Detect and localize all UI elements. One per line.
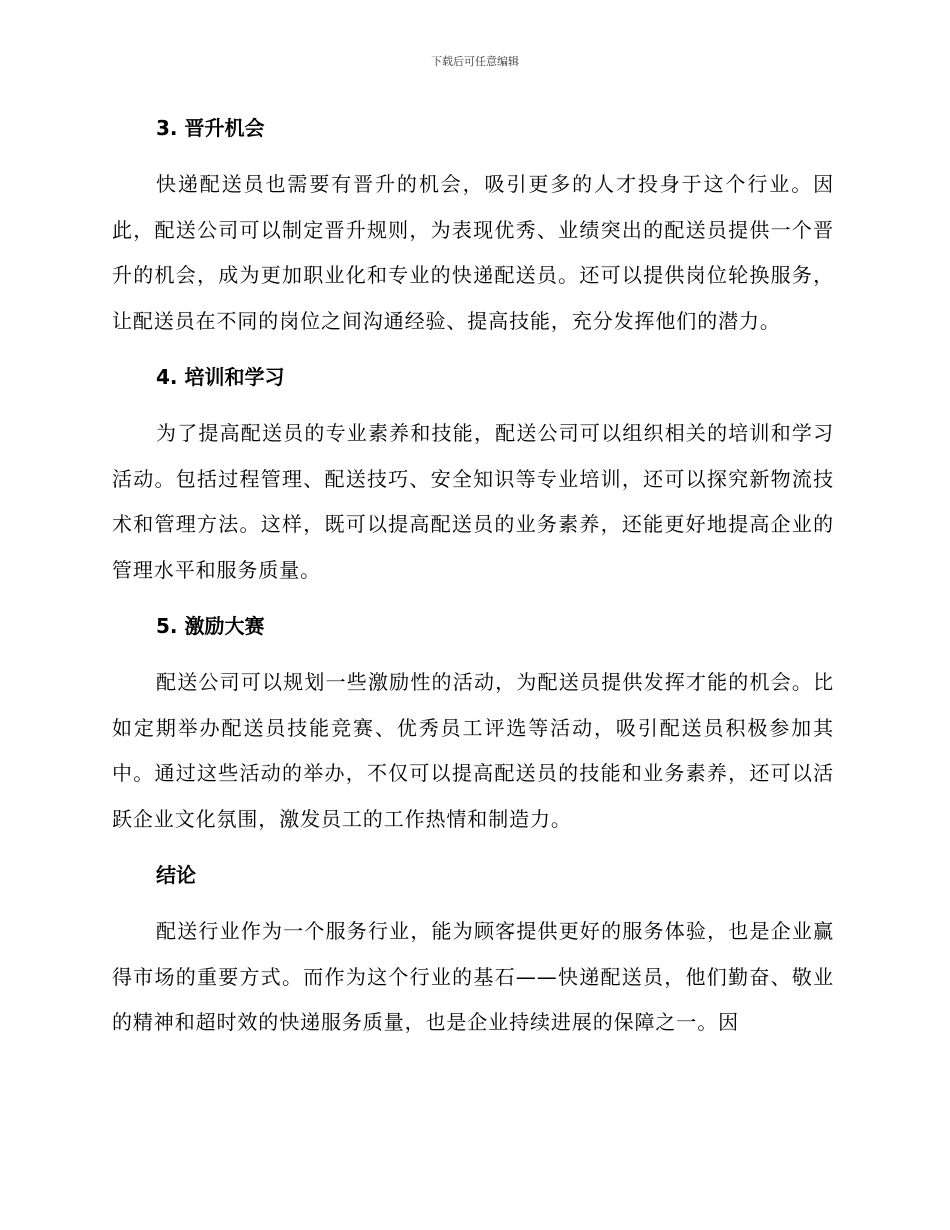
section-conclusion [112, 853, 834, 1046]
section-heading: 4. 培训和学习 [156, 365, 285, 389]
document-body [112, 106, 834, 1057]
section-training [112, 355, 834, 593]
section-paragraph: 快递配送员也需要有晋升的机会，吸引更多的人才投身于这个行业。因此，配送公司可以制定晋升规则，为表现优秀、业绩突出的配送员提供一个晋升的机会，成为更加职业化和专业的快递配送员。还可以提供岗位轮换服务，让配送员在不同的岗位之间沟通经验、提高技能，充分发挥他们的潜力。 [112, 172, 834, 333]
section-promotion [112, 106, 834, 344]
section-heading: 结论 [156, 863, 196, 887]
page-header: 下载后可任意编辑 [431, 55, 519, 68]
section-paragraph: 配送行业作为一个服务行业，能为顾客提供更好的服务体验，也是企业赢得市场的重要方式。而作为这个行业的基石——快递配送员，他们勤奋、敬业的精神和超时效的快递服务质量，也是企业持续进展的保障之一。因 [112, 919, 834, 1034]
section-heading: 5. 激励大赛 [156, 614, 265, 638]
section-paragraph: 配送公司可以规划一些激励性的活动，为配送员提供发挥才能的机会。比如定期举办配送员技能竞赛、优秀员工评选等活动，吸引配送员积极参加其中。通过这些活动的举办，不仅可以提高配送员的技能和业务素养，还可以活跃企业文化氛围，激发员工的工作热情和制造力。 [112, 670, 834, 831]
section-incentive-contest [112, 604, 834, 842]
section-paragraph: 为了提高配送员的专业素养和技能，配送公司可以组织相关的培训和学习活动。包括过程管理、配送技巧、安全知识等专业培训，还可以探究新物流技术和管理方法。这样，既可以提高配送员的业务素养，还能更好地提高企业的管理水平和服务质量。 [112, 421, 834, 582]
section-heading: 3. 晋升机会 [156, 116, 265, 140]
